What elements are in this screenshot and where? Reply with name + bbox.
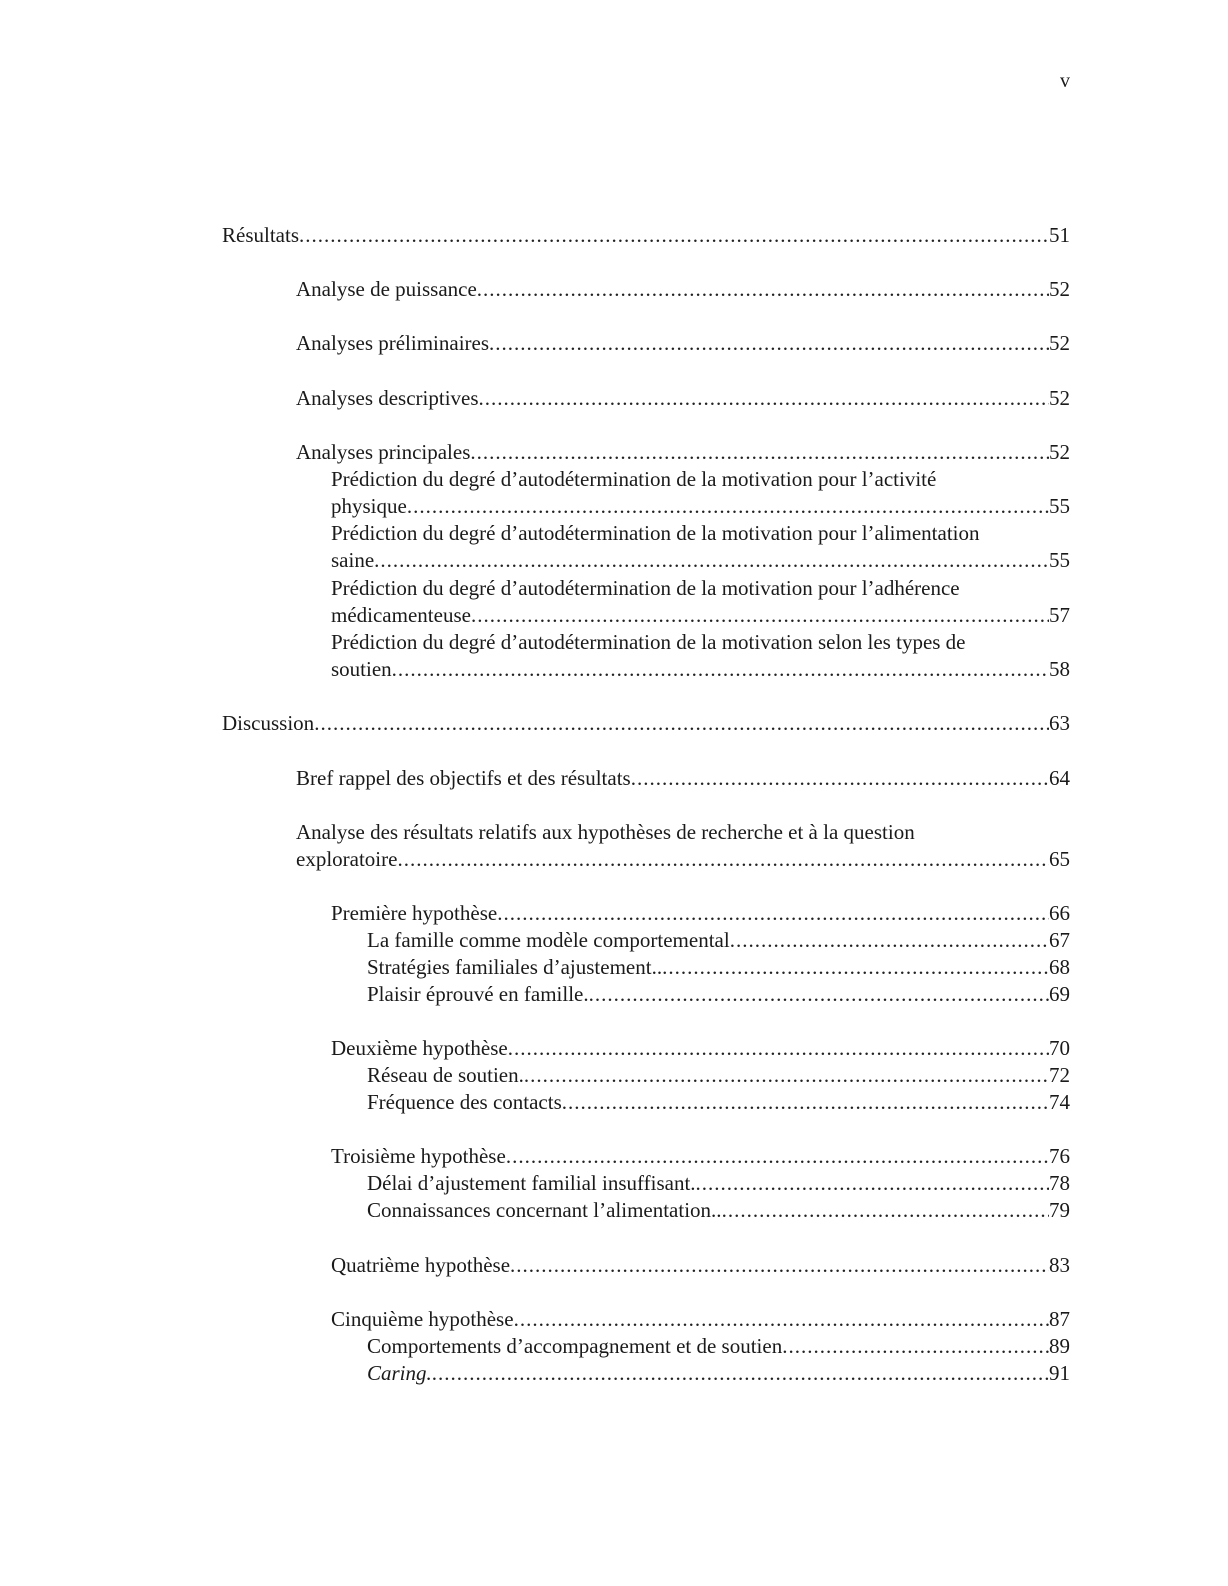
toc-entry [296,330,1070,357]
toc-label: Analyses descriptives [296,386,479,410]
toc-entry [296,846,1070,873]
toc-label: La famille comme modèle comportemental [367,928,730,952]
toc-page: 64 [1049,766,1070,790]
toc-entry [296,765,1070,792]
leader-dots [489,330,1049,357]
toc-entry [296,385,1070,412]
toc-label: Connaissances concernant l’alimentation.. [367,1198,722,1222]
toc-label-line1: Prédiction du degré d’autodétermination de la motivation pour l’alimentation [331,521,980,545]
toc-entry [331,1143,1070,1170]
leader-dots [562,1089,1049,1116]
leader-dots [589,981,1049,1008]
page-number: v [1060,70,1070,92]
toc-label: Stratégies familiales d’ajustement.. [367,955,663,979]
toc-entry [331,1035,1070,1062]
toc-page: 51 [1049,223,1070,247]
toc-label-line1: Prédiction du degré d’autodétermination de la motivation selon les types de [331,630,966,654]
toc-page: 63 [1049,711,1070,735]
toc-label: Comportements d’accompagnement et de soutien [367,1334,783,1358]
leader-dots [314,710,1049,737]
leader-dots [479,385,1049,412]
toc-page: 52 [1049,277,1070,301]
toc-entry [331,602,1070,629]
toc-label: physique [331,494,407,518]
toc-entry [367,1062,1070,1089]
toc-label-line1: Analyse des résultats relatifs aux hypothèses de recherche et à la question [296,820,915,844]
toc-page: 55 [1049,494,1070,518]
leader-dots [514,1306,1049,1333]
leader-dots [392,656,1049,683]
leader-dots [722,1197,1049,1224]
toc-page: 66 [1049,901,1070,925]
toc-label: exploratoire [296,847,398,871]
toc-page: 65 [1049,847,1070,871]
leader-dots [374,547,1049,574]
toc-entry-discussion [222,710,1070,737]
toc-page: 74 [1049,1090,1070,1114]
toc-page: 79 [1049,1198,1070,1222]
toc-entry [296,439,1070,466]
toc-label: soutien [331,657,392,681]
toc-label-line1: Prédiction du degré d’autodétermination de la motivation pour l’activité [331,467,937,491]
toc-page: 72 [1049,1063,1070,1087]
leader-dots [508,1035,1049,1062]
leader-dots [631,765,1049,792]
leader-dots [730,927,1049,954]
toc-entry [367,1333,1070,1360]
leader-dots [696,1170,1049,1197]
toc-entry [331,1306,1070,1333]
toc-entry [367,954,1070,981]
leader-dots [397,846,1049,873]
toc-label: médicamenteuse [331,603,471,627]
toc-label: Analyses principales [296,440,471,464]
toc-page: 87 [1049,1307,1070,1331]
toc-page: 52 [1049,331,1070,355]
toc-page: 52 [1049,386,1070,410]
leader-dots [299,222,1049,249]
leader-dots [510,1252,1049,1279]
leader-dots [407,493,1049,520]
toc-entry [367,981,1070,1008]
toc-page: 52 [1049,440,1070,464]
toc-page: 67 [1049,928,1070,952]
toc-page: 78 [1049,1171,1070,1195]
toc-label: Discussion [222,711,315,735]
toc-label: saine [331,548,375,572]
leader-dots [471,602,1049,629]
toc-entry [331,547,1070,574]
toc-entry [331,900,1070,927]
toc-entry [331,1252,1070,1279]
toc-page: 57 [1049,603,1070,627]
toc-label: Bref rappel des objectifs et des résultats [296,766,631,790]
toc-label: Cinquième hypothèse [331,1307,514,1331]
toc-label: Troisième hypothèse [331,1144,506,1168]
toc-page: 91 [1049,1361,1070,1385]
toc-label: Délai d’ajustement familial insuffisant. [367,1171,696,1195]
toc-page: 68 [1049,955,1070,979]
toc-label: Analyses préliminaires [296,331,490,355]
toc-page: 55 [1049,548,1070,572]
leader-dots [662,954,1049,981]
toc-page: 70 [1049,1036,1070,1060]
toc-page: 83 [1049,1253,1070,1277]
leader-dots [524,1062,1049,1089]
leader-dots [432,1360,1049,1387]
toc-entry [331,656,1070,683]
leader-dots [497,900,1049,927]
leader-dots [477,276,1049,303]
toc-entry [367,927,1070,954]
toc-page: 58 [1049,657,1070,681]
toc-label: Réseau de soutien. [367,1063,524,1087]
toc-entry [367,1089,1070,1116]
toc-label: Caring. [367,1361,432,1385]
toc-label: Fréquence des contacts [367,1090,562,1114]
toc-page: 76 [1049,1144,1070,1168]
toc-label: Deuxième hypothèse [331,1036,508,1060]
toc-label: Analyse de puissance [296,277,477,301]
toc-label-line1: Prédiction du degré d’autodétermination de la motivation pour l’adhérence [331,576,960,600]
leader-dots [782,1333,1049,1360]
leader-dots [470,439,1049,466]
toc-label: Plaisir éprouvé en famille. [367,982,589,1006]
toc-entry [367,1197,1070,1224]
leader-dots [506,1143,1049,1170]
toc-page: 69 [1049,982,1070,1006]
toc-entry [367,1360,1070,1387]
toc-label: Quatrième hypothèse [331,1253,511,1277]
toc-entry [367,1170,1070,1197]
toc-entry [331,493,1070,520]
toc-entry [296,276,1070,303]
toc-entry-resultats [222,222,1070,249]
toc-label: Première hypothèse [331,901,498,925]
toc-page: 89 [1049,1334,1070,1358]
toc-label: Résultats [222,223,299,247]
